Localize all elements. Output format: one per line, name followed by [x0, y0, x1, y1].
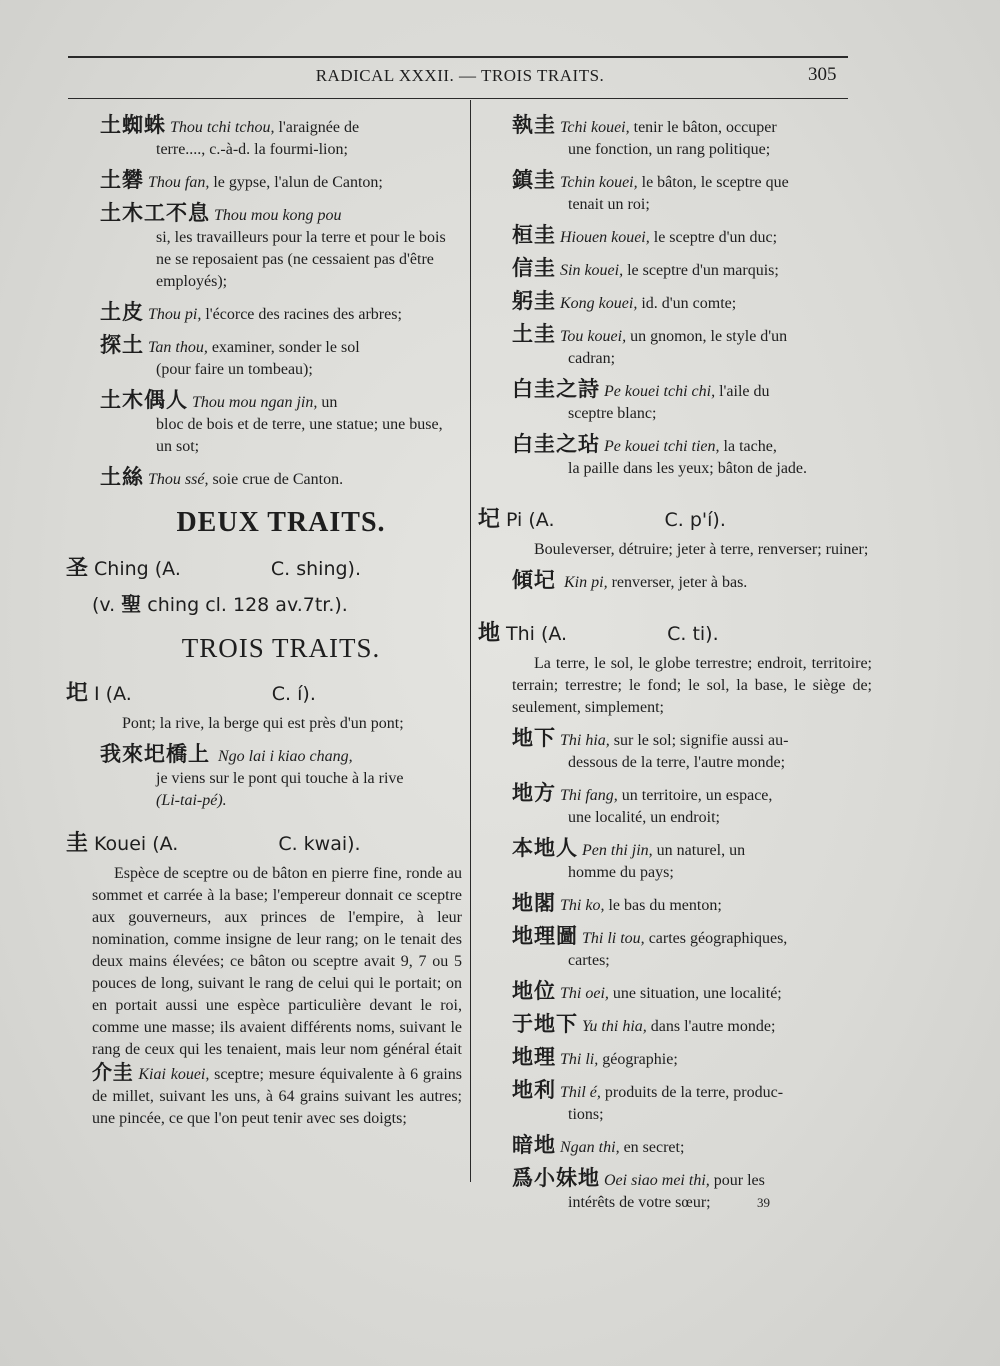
entry	[100, 301, 462, 326]
entry	[100, 389, 462, 458]
entry-chars: 土皮	[100, 300, 144, 324]
entry-romanization: Thou mou kong pou	[214, 207, 342, 224]
entry-chars: 桓圭	[512, 223, 556, 247]
headword-char: 地	[478, 621, 501, 646]
definition-pi: Bouleverser, détruire; jeter à terre, renverser; ruiner;	[534, 541, 869, 558]
entry-gloss: le bâton, le sceptre que	[637, 174, 789, 191]
entry-romanization: Thil é,	[560, 1084, 601, 1101]
entry-gloss: l'écorce des racines des arbres;	[201, 306, 402, 323]
entry-chars: 白圭之詩	[512, 377, 600, 401]
running-header: RADICAL XXXII. — TROIS TRAITS.	[315, 66, 605, 85]
entry	[512, 925, 872, 972]
entry	[512, 1167, 872, 1214]
entry	[512, 727, 872, 774]
example-text: je viens sur le pont qui touche à la rive	[156, 770, 404, 787]
entry-chars: 土絲	[100, 465, 144, 489]
entry-gloss: une situation, une localité;	[608, 985, 782, 1002]
entry-chars: 于地下	[512, 1012, 578, 1036]
entry-romanization: Thou ssé,	[148, 471, 209, 488]
headword-cantonese: C. í).	[271, 683, 316, 705]
entry	[512, 892, 872, 917]
entry-romanization: Hiouen kouei,	[560, 229, 650, 246]
entry-continuation: tenait un roi;	[568, 196, 650, 213]
headword-text: I (A.	[94, 683, 132, 705]
entry-romanization: Thi li tou,	[582, 930, 645, 947]
entry-romanization: Tou kouei,	[560, 328, 627, 345]
entry-gloss: examiner, sonder le sol	[207, 339, 360, 356]
entry-romanization: Yu thi hia,	[582, 1018, 647, 1035]
entry-romanization: Pen thi jin,	[582, 842, 653, 859]
column-divider	[470, 100, 471, 1182]
entry	[100, 466, 462, 491]
entry-gloss: tenir le bâton, occuper	[629, 119, 777, 136]
definition-thi: La terre, le sol, le globe terrestre; endroit, territoire; terrain; terrestre; le fond; le sol, la base, le siège de; seulement, simplement;	[512, 655, 872, 716]
entry	[512, 290, 872, 315]
entry-continuation: homme du pays;	[568, 864, 674, 881]
entry-chars: 爲小妹地	[512, 1166, 600, 1190]
entry-gloss: la tache,	[719, 438, 777, 455]
entry-gloss: un	[317, 394, 338, 411]
headword-cantonese: C. kwai).	[278, 833, 361, 855]
entry-chars: 地利	[512, 1078, 556, 1102]
entry-chars: 鎮圭	[512, 168, 556, 192]
entry-gloss: un territoire, un espace,	[617, 787, 773, 804]
header-rule-bottom	[68, 98, 848, 99]
entry	[512, 257, 872, 282]
entry-continuation: si, les travailleurs pour la terre et pour le bois ne se reposaient pas (ne cessaient pas d'être employés);	[156, 229, 446, 290]
entry	[100, 202, 462, 293]
entry	[100, 334, 462, 381]
headword-cantonese: C. p'í).	[664, 509, 726, 531]
entry-gloss: géographie;	[598, 1051, 678, 1068]
entry-romanization: Tchi kouei,	[560, 119, 630, 136]
entry-chars: 本地人	[512, 836, 578, 860]
entry-romanization: Thi hia,	[560, 732, 610, 749]
entry-gloss: l'aile du	[715, 383, 770, 400]
entry-chars: 土木偶人	[100, 388, 188, 412]
entry	[512, 323, 872, 370]
entry-romanization: Pe kouei tchi chi,	[604, 383, 716, 400]
entry	[512, 837, 872, 884]
entry	[100, 114, 462, 161]
entry-continuation: tions;	[568, 1106, 604, 1123]
headword-char: 圯	[66, 681, 89, 706]
entry-continuation: (pour faire un tombeau);	[156, 361, 313, 378]
entry-continuation: une localité, un endroit;	[568, 809, 720, 826]
entry-gloss: le sceptre d'un duc;	[649, 229, 778, 246]
right-entry-list	[512, 114, 872, 480]
headword-cantonese: C. shing).	[270, 558, 361, 580]
headword-text: Kouei (A.	[94, 833, 179, 855]
ref-char: 聖	[121, 592, 142, 616]
entry-romanization: Thi ko,	[560, 897, 605, 914]
example-chars: 我來圯橋上	[100, 742, 210, 766]
entry-gloss: dans l'autre monde;	[646, 1018, 776, 1035]
left-column	[66, 113, 462, 1138]
example-text: renverser, jeter à bas.	[607, 574, 748, 591]
entry-romanization: Sin kouei,	[560, 262, 624, 279]
entry-gloss: le bas du menton;	[604, 897, 722, 914]
entry-chars: 土木工不息	[100, 201, 210, 225]
entry	[512, 169, 872, 216]
entry-gloss: produits de la terre, produc-	[600, 1084, 784, 1101]
entry-chars: 白圭之玷	[512, 432, 600, 456]
right-column	[478, 113, 872, 1222]
entry-chars: 信圭	[512, 256, 556, 280]
headword-thi	[478, 616, 872, 647]
entry-romanization: Kong kouei,	[560, 295, 638, 312]
left-entry-list	[100, 114, 462, 491]
entry-chars: 地理圖	[512, 924, 578, 948]
entry-chars: 暗地	[512, 1133, 556, 1157]
entry	[512, 1134, 872, 1159]
thi-example-list	[512, 727, 872, 1214]
headword-pi	[478, 502, 872, 533]
section-title-deux-traits: DEUX TRAITS.	[176, 507, 386, 538]
headword-kouei	[66, 826, 462, 857]
example-chars: 傾圮	[512, 568, 556, 592]
entry-continuation: terre...., c.-à-d. la fourmi-lion;	[156, 141, 348, 158]
entry-continuation: la paille dans les yeux; bâton de jade.	[568, 460, 808, 477]
entry-gloss: sur le sol; signifie aussi au-	[609, 732, 789, 749]
entry-gloss: en secret;	[619, 1139, 685, 1156]
entry-continuation: bloc de bois et de terre, une statue; une buse, un sot;	[156, 416, 443, 455]
entry-chars: 土蜘蛛	[100, 113, 166, 137]
entry-gloss: soie crue de Canton.	[208, 471, 344, 488]
header-rule-top	[68, 56, 848, 58]
headword-ching	[66, 551, 462, 582]
section-title-trois-traits: TROIS TRAITS.	[181, 633, 381, 663]
entry	[512, 378, 872, 425]
entry-continuation: cadran;	[568, 350, 616, 367]
entry-gloss: pour les	[709, 1172, 765, 1189]
entry-gloss: un gnomon, le style d'un	[626, 328, 788, 345]
entry-chars: 地方	[512, 781, 556, 805]
entry-chars: 地下	[512, 726, 556, 750]
entry	[512, 224, 872, 249]
entry-romanization: Tchin kouei,	[560, 174, 638, 191]
entry-romanization: Thou pi,	[148, 306, 202, 323]
entry	[512, 433, 872, 480]
headword-char: 圭	[66, 831, 89, 856]
entry-romanization: Thi li,	[560, 1051, 599, 1068]
entry-romanization: Thou mou ngan jin,	[192, 394, 318, 411]
entry-chars: 地閣	[512, 891, 556, 915]
entry-chars: 躬圭	[512, 289, 556, 313]
entry	[512, 1013, 872, 1038]
entry-romanization: Pe kouei tchi tien,	[604, 438, 720, 455]
headword-text: Ching (A.	[94, 558, 181, 580]
entry-continuation: dessous de la terre, l'autre monde;	[568, 754, 786, 771]
headword-char: 圣	[66, 556, 89, 581]
example-pi	[512, 569, 872, 594]
entry-gloss: cartes géographiques,	[644, 930, 788, 947]
entry-continuation: cartes;	[568, 952, 610, 969]
page-number: 305	[808, 64, 837, 85]
signature-mark: 39	[757, 1195, 770, 1210]
headword-text: Pi (A.	[506, 509, 555, 531]
cross-reference: (v. 聖 ching cl. 128 av.7tr.).	[92, 592, 348, 616]
entry-chars: 執圭	[512, 113, 556, 137]
entry-chars: 地位	[512, 979, 556, 1003]
entry-romanization: Ngan thi,	[560, 1139, 620, 1156]
entry	[512, 114, 872, 161]
entry-chars: 地理	[512, 1045, 556, 1069]
entry-gloss: le gypse, l'alun de Canton;	[209, 174, 383, 191]
headword-char: 圮	[478, 507, 501, 532]
entry-continuation: une fonction, un rang politique;	[568, 141, 771, 158]
entry-romanization: Tan thou,	[148, 339, 208, 356]
entry	[512, 980, 872, 1005]
entry	[512, 1046, 872, 1071]
entry-chars: 土礬	[100, 168, 144, 192]
headword-cantonese: C. ti).	[667, 623, 719, 645]
example-i	[100, 743, 462, 812]
entry-gloss: l'araignée de	[274, 119, 360, 136]
inline-chars: 介圭	[92, 1060, 134, 1084]
definition-i: Pont; la rive, la berge qui est près d'un pont;	[122, 715, 404, 732]
entry	[100, 169, 462, 194]
entry-romanization: Thi oei,	[560, 985, 609, 1002]
example-romanization: Kin pi,	[564, 574, 608, 591]
entry	[512, 1079, 872, 1126]
entry-romanization: Thi fang,	[560, 787, 618, 804]
headword-text: Thi (A.	[506, 623, 568, 645]
definition-kouei: Espèce de sceptre ou de bâton en pierre fine, ronde au sommet et carrée à la base; l'empereur donnait ce sceptre aux gouverneurs, aux princes de l'empire, à leur nomination, comme insigne de leur rang; on le tenait des deux mains élevées; ce bâton ou sceptre avait 9, 7 ou 5 pouces de long, suivant le rang de celui qui le portait; on en portait aussi une espèce particulière devant le roi, comme une masse; ils avaient différents noms, suivant le rang de ceux qui les tenaient, mais leur nom général était 介圭 Kiai kouei, sceptre; mesure équivalente à 6 grains de millet, suivant les uns, à 64 grains suivant les autres; une pincée, ce que l'on peut tenir avec ses doigts;	[92, 865, 462, 1127]
entry-gloss: un naturel, un	[652, 842, 746, 859]
example-source: (Li-tai-pé).	[156, 792, 227, 809]
entry-gloss: id. d'un comte;	[637, 295, 737, 312]
entry-romanization: Thou tchi tchou,	[170, 119, 275, 136]
entry	[512, 782, 872, 829]
entry-continuation: sceptre blanc;	[568, 405, 657, 422]
entry-romanization: Thou fan,	[148, 174, 210, 191]
headword-i	[66, 676, 462, 707]
entry-gloss: le sceptre d'un marquis;	[623, 262, 779, 279]
entry-chars: 土圭	[512, 322, 556, 346]
entry-continuation: intérêts de votre sœur;	[568, 1194, 711, 1211]
entry-romanization: Oei siao mei thi,	[604, 1172, 710, 1189]
entry-chars: 探土	[100, 333, 144, 357]
example-romanization: Ngo lai i kiao chang,	[218, 748, 353, 765]
